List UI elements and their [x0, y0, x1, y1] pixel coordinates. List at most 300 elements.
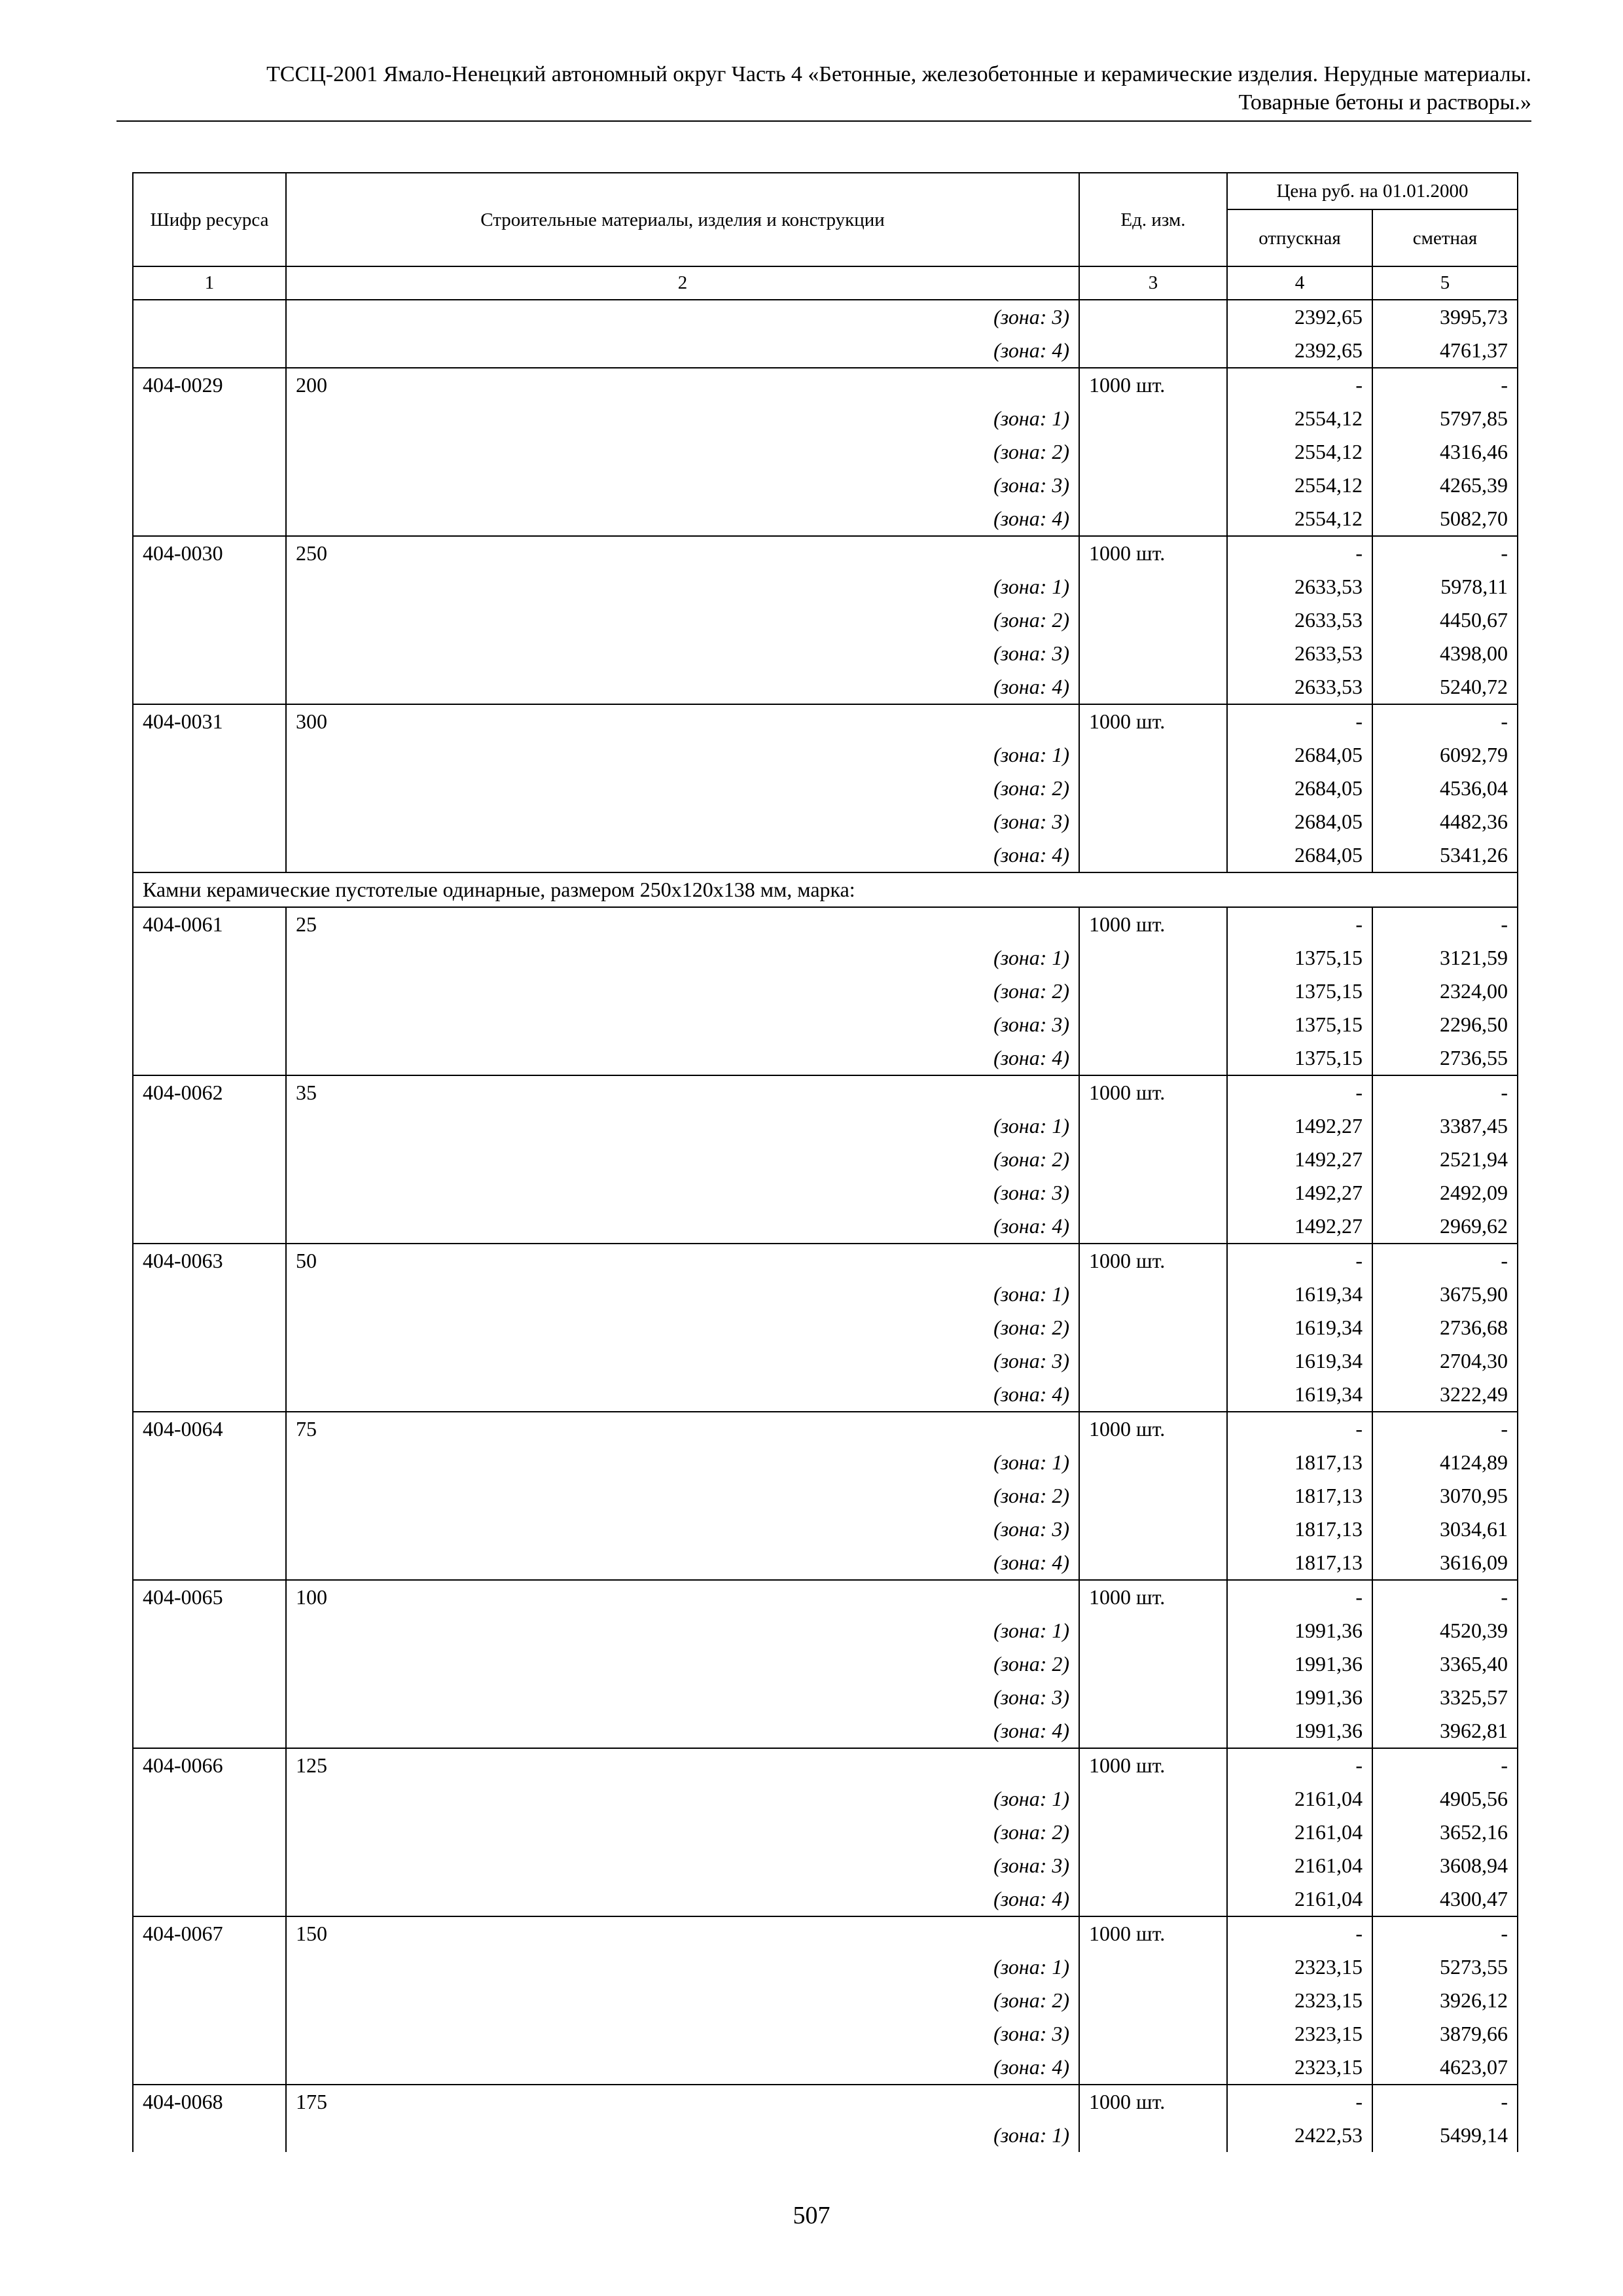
- resource-group: [133, 1580, 1518, 1748]
- release-price: -: [1227, 1748, 1372, 1782]
- table-row: [133, 704, 1518, 738]
- estimate-price: 2736,55: [1372, 1041, 1518, 1075]
- release-price: 1375,15: [1227, 1041, 1372, 1075]
- resource-code: [133, 570, 286, 603]
- release-price: 2161,04: [1227, 1816, 1372, 1849]
- release-price: 2554,12: [1227, 402, 1372, 435]
- zone-label: (зона: 1): [286, 402, 1079, 435]
- resource-code: [133, 1782, 286, 1816]
- resource-name: 75: [286, 1412, 1079, 1446]
- resource-code: [133, 1479, 286, 1513]
- header-line-2: Товарные бетоны и растворы.»: [1238, 90, 1531, 115]
- estimate-price: 3926,12: [1372, 1984, 1518, 2017]
- column-number: 2: [286, 266, 1079, 300]
- estimate-price: 4265,39: [1372, 469, 1518, 502]
- release-price: 1991,36: [1227, 1714, 1372, 1748]
- release-price: 2323,15: [1227, 2017, 1372, 2051]
- resource-name: 200: [286, 368, 1079, 402]
- table-header: [133, 173, 1518, 300]
- table-row: [133, 975, 1518, 1008]
- estimate-price: 3675,90: [1372, 1278, 1518, 1311]
- estimate-price: 4398,00: [1372, 637, 1518, 670]
- zone-label: (зона: 4): [286, 670, 1079, 704]
- zone-label: (зона: 3): [286, 1344, 1079, 1378]
- unit-cell: [1079, 1041, 1227, 1075]
- release-price: -: [1227, 368, 1372, 402]
- table-row: [133, 2051, 1518, 2085]
- release-price: -: [1227, 536, 1372, 570]
- table-row: [133, 1816, 1518, 1849]
- unit-cell: [1079, 772, 1227, 805]
- estimate-price: 2492,09: [1372, 1176, 1518, 1210]
- estimate-price: 5978,11: [1372, 570, 1518, 603]
- estimate-price: -: [1372, 368, 1518, 402]
- unit-cell: [1079, 1614, 1227, 1647]
- unit-cell: 1000 шт.: [1079, 1748, 1227, 1782]
- zone-label: (зона: 4): [286, 1041, 1079, 1075]
- zone-label: (зона: 3): [286, 1849, 1079, 1882]
- resource-code: 404-0066: [133, 1748, 286, 1782]
- resource-code: [133, 1546, 286, 1580]
- column-number: 3: [1079, 266, 1227, 300]
- zone-label: (зона: 3): [286, 637, 1079, 670]
- unit-cell: [1079, 502, 1227, 536]
- page-number: 507: [793, 2202, 830, 2229]
- resource-code: [133, 1614, 286, 1647]
- estimate-price: 4623,07: [1372, 2051, 1518, 2085]
- resource-name: 175: [286, 2085, 1079, 2119]
- table-row: [133, 1714, 1518, 1748]
- unit-cell: [1079, 975, 1227, 1008]
- unit-cell: [1079, 670, 1227, 704]
- resource-code: [133, 1210, 286, 1244]
- resource-code: [133, 805, 286, 838]
- unit-cell: [1079, 941, 1227, 975]
- resource-group: [133, 2085, 1518, 2152]
- zone-label: (зона: 2): [286, 1984, 1079, 2017]
- zone-label: (зона: 4): [286, 1714, 1079, 1748]
- resource-name: 100: [286, 1580, 1079, 1614]
- resource-code: [133, 1816, 286, 1849]
- resource-code: [133, 2051, 286, 2085]
- table-row: [133, 334, 1518, 368]
- zone-label: (зона: 1): [286, 570, 1079, 603]
- table-row: [133, 1311, 1518, 1344]
- zone-label: (зона: 1): [286, 941, 1079, 975]
- resource-code: [133, 435, 286, 469]
- zone-label: (зона: 1): [286, 1782, 1079, 1816]
- zone-label: (зона: 3): [286, 1008, 1079, 1041]
- unit-cell: [1079, 838, 1227, 872]
- resource-code: [133, 670, 286, 704]
- release-price: 2161,04: [1227, 1882, 1372, 1916]
- release-price: -: [1227, 1075, 1372, 1109]
- unit-cell: [1079, 1513, 1227, 1546]
- unit-cell: [1079, 805, 1227, 838]
- resource-code: 404-0031: [133, 704, 286, 738]
- table-row: [133, 1748, 1518, 1782]
- unit-cell: [1079, 1984, 1227, 2017]
- resource-code: [133, 772, 286, 805]
- resource-group: [133, 704, 1518, 872]
- header-name: Строительные материалы, изделия и конструкции: [286, 173, 1079, 266]
- estimate-price: 4536,04: [1372, 772, 1518, 805]
- release-price: 2684,05: [1227, 838, 1372, 872]
- estimate-price: 4316,46: [1372, 435, 1518, 469]
- resource-code: [133, 1984, 286, 2017]
- estimate-price: 2969,62: [1372, 1210, 1518, 1244]
- resource-code: [133, 1681, 286, 1714]
- unit-cell: [1079, 1479, 1227, 1513]
- unit-cell: [1079, 2051, 1227, 2085]
- unit-cell: [1079, 2017, 1227, 2051]
- resource-code: [133, 1143, 286, 1176]
- table-row: [133, 1210, 1518, 1244]
- estimate-price: -: [1372, 704, 1518, 738]
- table-row: [133, 637, 1518, 670]
- unit-cell: [1079, 1782, 1227, 1816]
- resource-name: 150: [286, 1916, 1079, 1950]
- zone-label: (зона: 2): [286, 603, 1079, 637]
- release-price: 2392,65: [1227, 300, 1372, 334]
- resource-code: [133, 941, 286, 975]
- table-row: [133, 603, 1518, 637]
- resource-code: 404-0068: [133, 2085, 286, 2119]
- estimate-price: 2324,00: [1372, 975, 1518, 1008]
- release-price: 2554,12: [1227, 502, 1372, 536]
- resource-group: [133, 872, 1518, 907]
- zone-label: (зона: 3): [286, 805, 1079, 838]
- estimate-price: 3121,59: [1372, 941, 1518, 975]
- release-price: 2684,05: [1227, 772, 1372, 805]
- table-row: [133, 1412, 1518, 1446]
- zone-label: (зона: 4): [286, 1378, 1079, 1412]
- header-rule: [116, 120, 1531, 122]
- unit-cell: [1079, 1311, 1227, 1344]
- zone-label: (зона: 2): [286, 1479, 1079, 1513]
- table-row: [133, 1849, 1518, 1882]
- estimate-price: -: [1372, 2085, 1518, 2119]
- zone-label: (зона: 3): [286, 1513, 1079, 1546]
- estimate-price: 3070,95: [1372, 1479, 1518, 1513]
- unit-cell: [1079, 1176, 1227, 1210]
- resource-group: [133, 300, 1518, 368]
- release-price: 2684,05: [1227, 738, 1372, 772]
- unit-cell: [1079, 1008, 1227, 1041]
- header-price-group: Цена руб. на 01.01.2000: [1227, 173, 1518, 209]
- estimate-price: 3995,73: [1372, 300, 1518, 334]
- resource-code: [133, 2119, 286, 2152]
- release-price: 2554,12: [1227, 435, 1372, 469]
- release-price: 1817,13: [1227, 1546, 1372, 1580]
- table-row: [133, 368, 1518, 402]
- estimate-price: 3616,09: [1372, 1546, 1518, 1580]
- release-price: 1492,27: [1227, 1210, 1372, 1244]
- price-table: [132, 172, 1518, 2152]
- column-number: 4: [1227, 266, 1372, 300]
- release-price: 2554,12: [1227, 469, 1372, 502]
- table-row: [133, 402, 1518, 435]
- page-header: [116, 60, 1531, 117]
- resource-code: [133, 1041, 286, 1075]
- table-row: [133, 1546, 1518, 1580]
- resource-code: [133, 1109, 286, 1143]
- resource-code: 404-0064: [133, 1412, 286, 1446]
- zone-label: (зона: 1): [286, 1446, 1079, 1479]
- resource-code: [133, 1446, 286, 1479]
- table-row: [133, 1984, 1518, 2017]
- estimate-price: 5240,72: [1372, 670, 1518, 704]
- resource-name: 50: [286, 1244, 1079, 1278]
- resource-code: 404-0061: [133, 907, 286, 941]
- resource-code: [133, 738, 286, 772]
- resource-code: [133, 603, 286, 637]
- release-price: 2633,53: [1227, 637, 1372, 670]
- resource-group: [133, 1412, 1518, 1580]
- resource-code: [133, 300, 286, 334]
- release-price: 1817,13: [1227, 1446, 1372, 1479]
- zone-label: (зона: 4): [286, 1882, 1079, 1916]
- table-row: [133, 838, 1518, 872]
- section-row: [133, 872, 1518, 907]
- zone-label: (зона: 2): [286, 1143, 1079, 1176]
- table-row: [133, 1446, 1518, 1479]
- release-price: 1375,15: [1227, 975, 1372, 1008]
- release-price: 2422,53: [1227, 2119, 1372, 2152]
- unit-cell: [1079, 402, 1227, 435]
- estimate-price: 5273,55: [1372, 1950, 1518, 1984]
- table-row: [133, 570, 1518, 603]
- resource-code: 404-0062: [133, 1075, 286, 1109]
- release-price: 2633,53: [1227, 603, 1372, 637]
- table-row: [133, 738, 1518, 772]
- estimate-price: 2704,30: [1372, 1344, 1518, 1378]
- resource-group: [133, 1075, 1518, 1244]
- resource-group: [133, 1244, 1518, 1412]
- zone-label: (зона: 4): [286, 2051, 1079, 2085]
- unit-cell: 1000 шт.: [1079, 1075, 1227, 1109]
- release-price: -: [1227, 1580, 1372, 1614]
- release-price: 2323,15: [1227, 1950, 1372, 1984]
- section-title: Камни керамические пустотелые одинарные, размером 250х120х138 мм, марка:: [133, 872, 1518, 907]
- header-code: Шифр ресурса: [133, 173, 286, 266]
- estimate-price: 4300,47: [1372, 1882, 1518, 1916]
- resource-code: [133, 1513, 286, 1546]
- table-row: [133, 2017, 1518, 2051]
- table-row: [133, 1344, 1518, 1378]
- estimate-price: 3365,40: [1372, 1647, 1518, 1681]
- unit-cell: [1079, 300, 1227, 334]
- unit-cell: [1079, 1849, 1227, 1882]
- resource-code: [133, 1278, 286, 1311]
- resource-code: [133, 402, 286, 435]
- resource-code: [133, 1311, 286, 1344]
- table-row: [133, 805, 1518, 838]
- table-row: [133, 469, 1518, 502]
- unit-cell: 1000 шт.: [1079, 1580, 1227, 1614]
- header-release-price: отпускная: [1227, 209, 1372, 266]
- unit-cell: [1079, 1446, 1227, 1479]
- release-price: 1492,27: [1227, 1109, 1372, 1143]
- zone-label: (зона: 1): [286, 2119, 1079, 2152]
- release-price: 2161,04: [1227, 1782, 1372, 1816]
- resource-code: [133, 469, 286, 502]
- table-row: [133, 1041, 1518, 1075]
- table-row: [133, 1681, 1518, 1714]
- zone-label: (зона: 2): [286, 435, 1079, 469]
- resource-code: 404-0030: [133, 536, 286, 570]
- estimate-price: 5341,26: [1372, 838, 1518, 872]
- unit-cell: [1079, 1882, 1227, 1916]
- table-row: [133, 1278, 1518, 1311]
- estimate-price: 4450,67: [1372, 603, 1518, 637]
- header-estimate-price: сметная: [1372, 209, 1518, 266]
- column-number-row: [133, 266, 1518, 300]
- zone-label: (зона: 2): [286, 975, 1079, 1008]
- table-row: [133, 1782, 1518, 1816]
- table-row: [133, 1109, 1518, 1143]
- unit-cell: [1079, 1681, 1227, 1714]
- unit-cell: [1079, 1950, 1227, 1984]
- release-price: 2633,53: [1227, 670, 1372, 704]
- resource-code: [133, 1647, 286, 1681]
- release-price: 1619,34: [1227, 1344, 1372, 1378]
- release-price: 2633,53: [1227, 570, 1372, 603]
- table-row: [133, 502, 1518, 536]
- resource-code: [133, 502, 286, 536]
- estimate-price: 6092,79: [1372, 738, 1518, 772]
- estimate-price: -: [1372, 1412, 1518, 1446]
- estimate-price: 4482,36: [1372, 805, 1518, 838]
- table-row: [133, 1950, 1518, 1984]
- table-row: [133, 1378, 1518, 1412]
- resource-name: 25: [286, 907, 1079, 941]
- resource-code: 404-0067: [133, 1916, 286, 1950]
- estimate-price: 5797,85: [1372, 402, 1518, 435]
- resource-code: [133, 975, 286, 1008]
- release-price: 2161,04: [1227, 1849, 1372, 1882]
- estimate-price: 5499,14: [1372, 2119, 1518, 2152]
- table-row: [133, 1143, 1518, 1176]
- release-price: -: [1227, 2085, 1372, 2119]
- resource-name: 250: [286, 536, 1079, 570]
- resource-code: [133, 1714, 286, 1748]
- resource-code: [133, 637, 286, 670]
- unit-cell: [1079, 2119, 1227, 2152]
- unit-cell: [1079, 603, 1227, 637]
- resource-group: [133, 1916, 1518, 2085]
- unit-cell: [1079, 738, 1227, 772]
- table-row: [133, 435, 1518, 469]
- estimate-price: -: [1372, 536, 1518, 570]
- unit-cell: [1079, 637, 1227, 670]
- release-price: -: [1227, 1412, 1372, 1446]
- unit-cell: [1079, 334, 1227, 368]
- unit-cell: [1079, 1378, 1227, 1412]
- zone-label: (зона: 1): [286, 1614, 1079, 1647]
- zone-label: (зона: 3): [286, 300, 1079, 334]
- table-row: [133, 300, 1518, 334]
- release-price: 1817,13: [1227, 1513, 1372, 1546]
- header-line-1: ТССЦ-2001 Ямало-Ненецкий автономный округ Часть 4 «Бетонные, железобетонные и керамические изделия. Нерудные материалы.: [266, 62, 1531, 86]
- header-unit: Ед. изм.: [1079, 173, 1227, 266]
- resource-code: [133, 1849, 286, 1882]
- release-price: 2684,05: [1227, 805, 1372, 838]
- unit-cell: [1079, 1109, 1227, 1143]
- estimate-price: 3325,57: [1372, 1681, 1518, 1714]
- unit-cell: 1000 шт.: [1079, 368, 1227, 402]
- release-price: -: [1227, 1916, 1372, 1950]
- resource-group: [133, 907, 1518, 1075]
- unit-cell: 1000 шт.: [1079, 704, 1227, 738]
- resource-group: [133, 1748, 1518, 1916]
- unit-cell: [1079, 1210, 1227, 1244]
- table-row: [133, 1580, 1518, 1614]
- table-row: [133, 536, 1518, 570]
- unit-cell: 1000 шт.: [1079, 1916, 1227, 1950]
- resource-code: [133, 1344, 286, 1378]
- zone-label: (зона: 2): [286, 772, 1079, 805]
- release-price: 1619,34: [1227, 1278, 1372, 1311]
- release-price: 2323,15: [1227, 1984, 1372, 2017]
- zone-label: (зона: 2): [286, 1647, 1079, 1681]
- unit-cell: [1079, 1546, 1227, 1580]
- unit-cell: [1079, 1344, 1227, 1378]
- release-price: 1619,34: [1227, 1311, 1372, 1344]
- resource-code: [133, 334, 286, 368]
- estimate-price: -: [1372, 907, 1518, 941]
- resource-group: [133, 368, 1518, 536]
- zone-label: (зона: 4): [286, 502, 1079, 536]
- resource-group: [133, 536, 1518, 704]
- zone-label: (зона: 3): [286, 1681, 1079, 1714]
- estimate-price: -: [1372, 1244, 1518, 1278]
- unit-cell: 1000 шт.: [1079, 1244, 1227, 1278]
- estimate-price: 4761,37: [1372, 334, 1518, 368]
- table-row: [133, 1244, 1518, 1278]
- resource-code: [133, 838, 286, 872]
- resource-code: 404-0029: [133, 368, 286, 402]
- estimate-price: 2296,50: [1372, 1008, 1518, 1041]
- zone-label: (зона: 1): [286, 1950, 1079, 1984]
- zone-label: (зона: 3): [286, 2017, 1079, 2051]
- resource-code: [133, 1882, 286, 1916]
- release-price: 1375,15: [1227, 941, 1372, 975]
- column-number: 5: [1372, 266, 1518, 300]
- resource-name: 300: [286, 704, 1079, 738]
- table-row: [133, 1882, 1518, 1916]
- unit-cell: 1000 шт.: [1079, 536, 1227, 570]
- table-row: [133, 670, 1518, 704]
- release-price: -: [1227, 907, 1372, 941]
- estimate-price: 3879,66: [1372, 2017, 1518, 2051]
- resource-code: [133, 1176, 286, 1210]
- estimate-price: 5082,70: [1372, 502, 1518, 536]
- unit-cell: 1000 шт.: [1079, 1412, 1227, 1446]
- table-row: [133, 772, 1518, 805]
- table-row: [133, 1614, 1518, 1647]
- release-price: 1619,34: [1227, 1378, 1372, 1412]
- unit-cell: [1079, 435, 1227, 469]
- release-price: 2392,65: [1227, 334, 1372, 368]
- table-row: [133, 1176, 1518, 1210]
- estimate-price: -: [1372, 1580, 1518, 1614]
- zone-label: (зона: 1): [286, 1109, 1079, 1143]
- zone-label: (зона: 1): [286, 738, 1079, 772]
- resource-name: 125: [286, 1748, 1079, 1782]
- table-row: [133, 2119, 1518, 2152]
- unit-cell: 1000 шт.: [1079, 907, 1227, 941]
